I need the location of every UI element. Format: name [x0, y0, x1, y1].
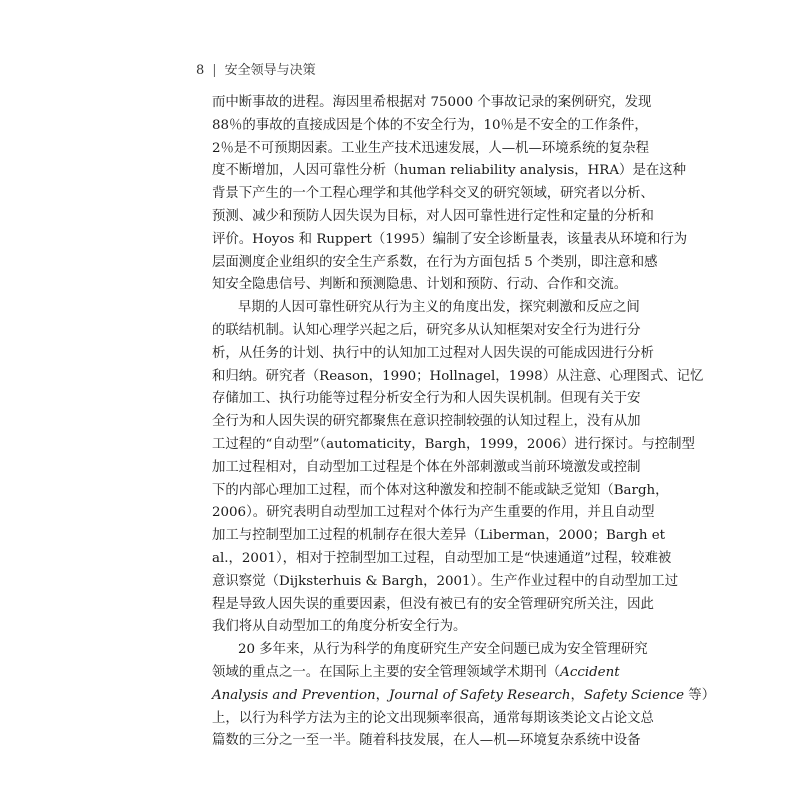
text-line: 我们将从自动型加工的角度分析安全行为。 — [212, 619, 467, 635]
italic-journal-name: Journal of Safety Research — [389, 687, 571, 703]
text-line: 全行为和人因失误的研究都聚焦在意识控制较强的认知过程上，没有从加 — [212, 414, 641, 430]
text-fragment: ， — [375, 687, 390, 703]
text-line: 加工与控制型加工过程的机制存在很大差异（Liberman，2000；Bargh et — [212, 528, 666, 544]
text-line: 2006）。研究表明自动型加工过程对个体行为产生重要的作用，并且自动型 — [212, 505, 655, 521]
text-line: 存储加工、执行功能等过程分析安全行为和人因失误机制。但现有关于安 — [212, 391, 641, 407]
text-line: 析，从任务的计划、执行中的认知加工过程对人因失误的可能成因进行分析 — [212, 345, 654, 361]
paragraph — [212, 92, 688, 297]
text-line: 度不断增加，人因可靠性分析（human reliability analysis，HRA）是在这种 — [212, 163, 687, 179]
text-line: 篇数的三分之一至一半。随着科技发展，在人—机—环境复杂系统中设备 — [212, 733, 641, 749]
header-separator: | — [212, 63, 217, 78]
running-header — [196, 62, 316, 80]
text-line: 20 多年来，从行为科学的角度研究生产安全问题已成为安全管理研究 — [238, 642, 648, 658]
text-line: 层面测度企业组织的安全生产系数，在行为方面包括 5 个类别，即注意和感 — [212, 254, 658, 270]
text-line: 和归纳。研究者（Reason，1990；Hollnagel，1998）从注意、心理图式、记忆 — [212, 368, 704, 384]
text-line: 的联结机制。认知心理学兴起之后，研究多从认知框架对安全行为进行分 — [212, 322, 641, 338]
paragraph — [212, 297, 704, 639]
text-line: al.，2001），相对于控制型加工过程，自动型加工是“快速通道”过程，较难被 — [212, 550, 672, 566]
text-line: 88％的事故的直接成因是个体的不安全行为，10％是不安全的工作条件， — [212, 117, 648, 133]
text-line: 下的内部心理加工过程，而个体对这种激发和控制不能或缺乏觉知（Bargh， — [212, 482, 669, 498]
text-fragment: 等） — [684, 687, 716, 703]
text-line — [212, 685, 716, 708]
text-line: 早期的人因可靠性研究从行为主义的角度出发，探究刺激和反应之间 — [238, 300, 640, 316]
text-line: 程是导致人因失误的重要因素，但没有被已有的安全管理研究所关注，因此 — [212, 596, 654, 612]
italic-journal-name: Safety Science — [583, 687, 685, 703]
text-line: 加工过程相对，自动型加工过程是个体在外部刺激或当前环境激发或控制 — [212, 459, 641, 475]
text-line: 而中断事故的进程。海因里希根据对 75000 个事故记录的案例研究，发现 — [212, 95, 652, 110]
text-fragment: 领域的重点之一。在国际上主要的安全管理领域学术期刊（ — [212, 664, 561, 680]
paragraph — [212, 639, 716, 753]
text-line: 工过程的“自动型”（automaticity，Bargh，1999，2006）进行探讨。与控制型 — [212, 436, 695, 452]
text-line: 背景下产生的一个工程心理学和其他学科交叉的研究领域，研究者以分析、 — [212, 186, 654, 202]
text-line: 意识察觉（Dijksterhuis & Bargh，2001）。生产作业过程中的自动型加工过 — [212, 573, 679, 589]
text-line: 知安全隐患信号、判断和预测隐患、计划和预防、行动、合作和交流。 — [212, 277, 628, 293]
italic-journal-name: Analysis and Prevention — [212, 687, 376, 703]
text-line — [212, 662, 620, 685]
text-fragment: ， — [570, 687, 584, 703]
chapter-title: 安全领导与决策 — [224, 63, 316, 78]
page-number: 8 — [196, 63, 205, 78]
text-line: 上，以行为科学方法为主的论文出现频率很高，通常每期该类论文占论文总 — [212, 710, 654, 726]
text-line: 预测、减少和预防人因失误为目标，对人因可靠性进行定性和定量的分析和 — [212, 208, 654, 224]
text-line: 2％是不可预期因素。工业生产技术迅速发展，人—机—环境系统的复杂程 — [212, 140, 650, 156]
body-text — [212, 92, 716, 753]
text-line: 评价。Hoyos 和 Ruppert（1995）编制了安全诊断量表，该量表从环境和行为 — [212, 231, 688, 247]
italic-journal-name: Accident — [560, 664, 620, 680]
